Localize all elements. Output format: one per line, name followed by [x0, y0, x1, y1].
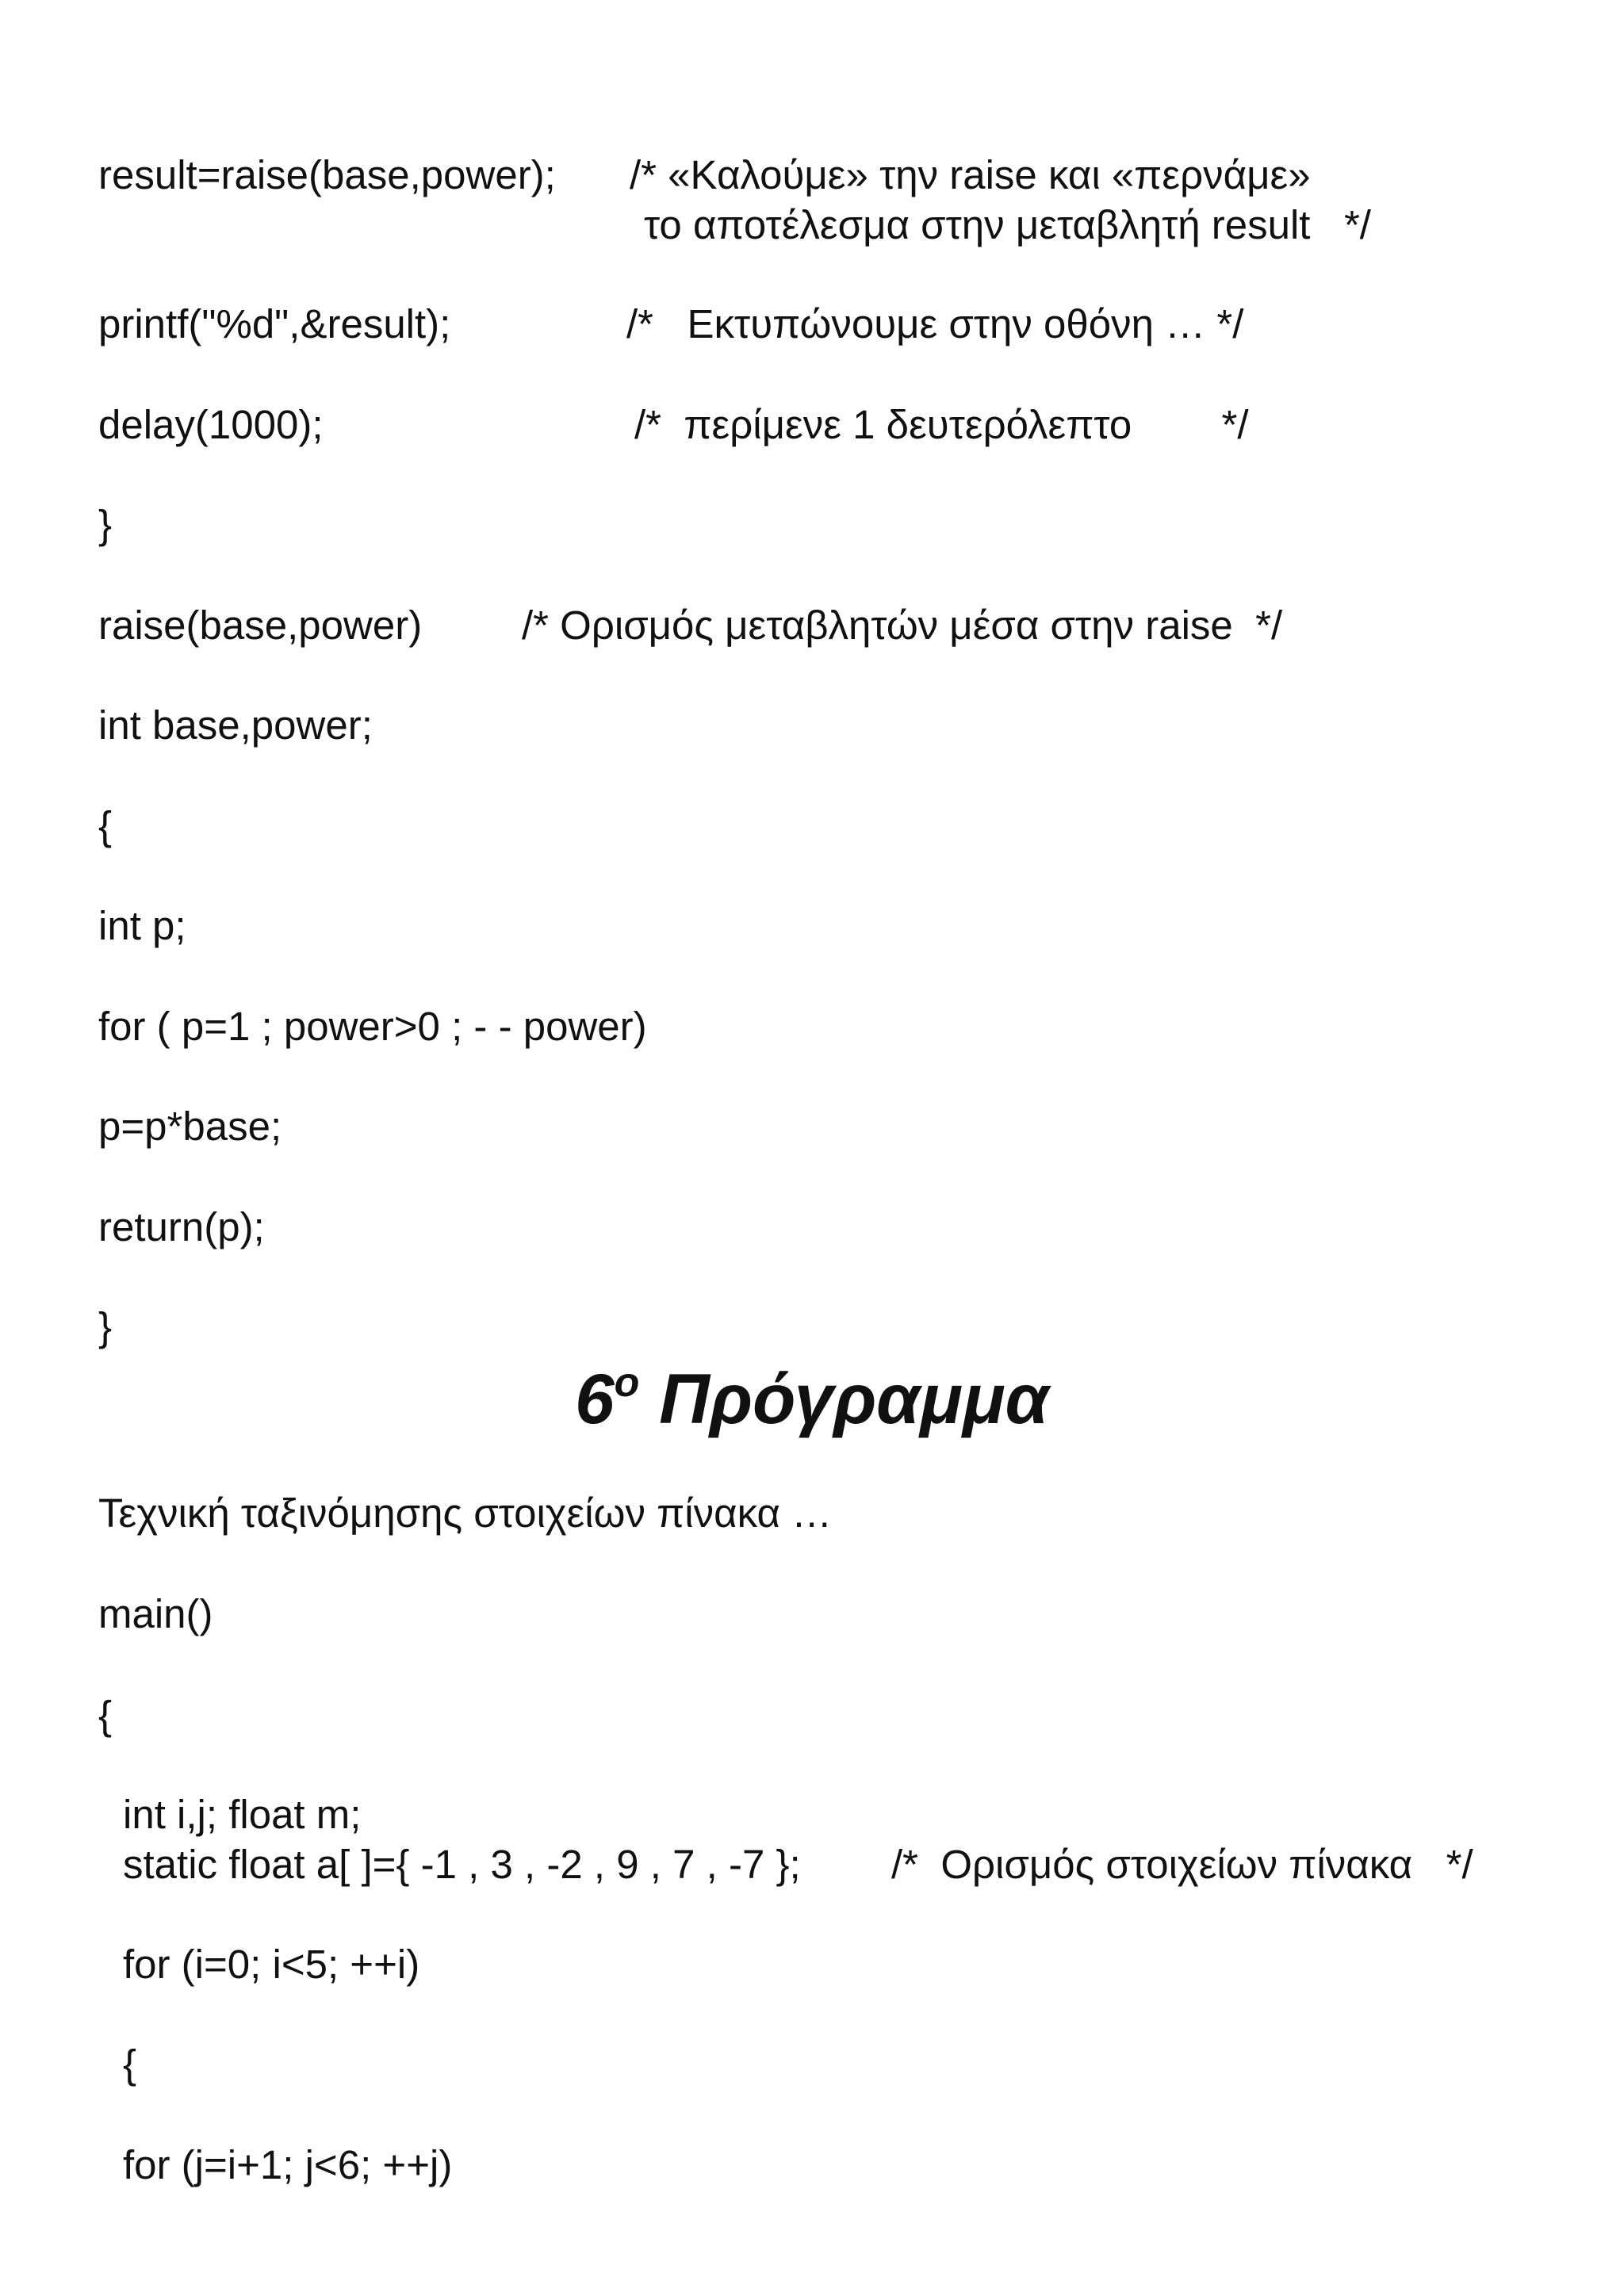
- code-comment: το αποτέλεσμα στην μεταβλητή result */: [644, 202, 1371, 247]
- code-line: p=p*base;: [98, 1104, 282, 1149]
- code-line: for ( p=1 ; power>0 ; - - power): [98, 1004, 647, 1049]
- heading-superscript: ο: [614, 1360, 640, 1406]
- code-line: raise(base,power): [98, 603, 423, 648]
- code-line: for (j=i+1; j<6; ++j): [123, 2142, 453, 2187]
- code-line: }: [98, 502, 113, 547]
- code-line: printf("%d",&result);: [98, 301, 451, 346]
- code-line: static float a[ ]={ -1 , 3 , -2 , 9 , 7 , -7 };: [123, 1842, 801, 1887]
- code-comment: /* Ορισμός μεταβλητών μέσα στην raise */: [522, 603, 1283, 648]
- heading-number: 6: [575, 1359, 615, 1438]
- code-comment: /* Εκτυπώνουμε στην οθόνη … */: [626, 301, 1244, 346]
- code-line: {: [98, 803, 113, 848]
- heading-title: Πρόγραμμα: [659, 1359, 1049, 1438]
- code-line: }: [98, 1304, 113, 1349]
- code-line: int p;: [98, 903, 186, 948]
- code-line: delay(1000);: [98, 402, 324, 447]
- code-line: int base,power;: [98, 702, 373, 748]
- code-comment: /* Ορισμός στοιχείων πίνακα */: [891, 1842, 1473, 1887]
- code-line: result=raise(base,power);: [98, 152, 556, 197]
- code-line: {: [98, 1693, 113, 1738]
- intro-text: Τεχνική ταξινόμησης στοιχείων πίνακα …: [98, 1490, 833, 1536]
- code-line: int i,j; float m;: [123, 1792, 362, 1837]
- section-heading: [0, 1359, 1624, 1438]
- code-comment: /* «Καλούμε» την raise και «περνάμε»: [630, 152, 1311, 197]
- code-comment: /* περίμενε 1 δευτερόλεπτο */: [634, 402, 1249, 447]
- code-line: main(): [98, 1591, 213, 1636]
- code-line: for (i=0; i<5; ++i): [123, 1942, 420, 1987]
- code-line: return(p);: [98, 1204, 265, 1249]
- code-line: {: [123, 2042, 137, 2087]
